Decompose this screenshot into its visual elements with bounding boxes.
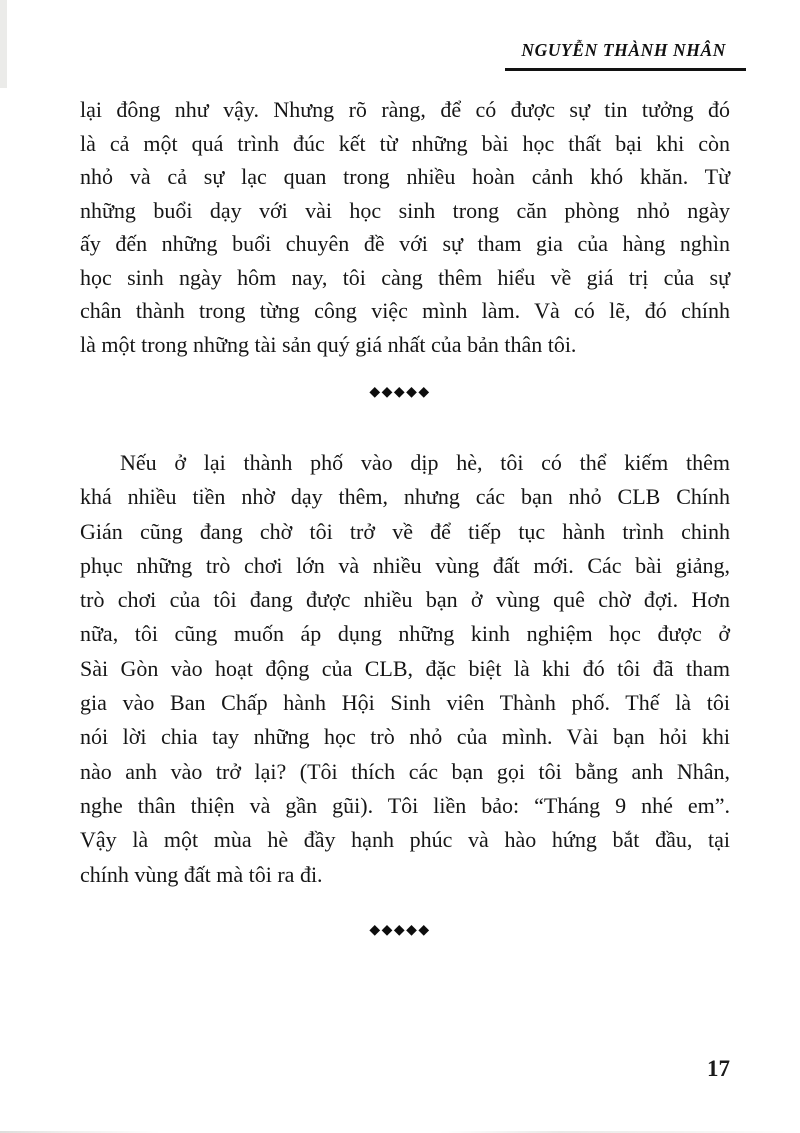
- text-line: Nếu ở lại thành phố vào dịp hè, tôi có thể kiếm thêm: [120, 450, 730, 475]
- text-line: chính vùng đất mà tôi ra đi.: [80, 861, 323, 887]
- text-line: những buổi dạy với vài học sinh trong căn phòng nhỏ ngày: [80, 197, 730, 223]
- text-line: Gián cũng đang chờ tôi trở về để tiếp tục hành trình chinh: [80, 518, 730, 544]
- paragraph-1: [80, 93, 730, 361]
- diamond-separator: ◆◆◆◆◆: [369, 384, 431, 400]
- text-line: nhỏ và cả sự lạc quan trong nhiều hoàn cảnh khó khăn. Từ: [80, 164, 730, 189]
- text-line: gia vào Ban Chấp hành Hội Sinh viên Thành phố. Thế là tôi: [80, 690, 730, 716]
- text-line: nữa, tôi cũng muốn áp dụng những kinh nghiệm học được ở: [80, 621, 730, 647]
- text-line: phục những trò chơi lớn và nhiều vùng đất mới. Các bài giảng,: [80, 552, 730, 578]
- text-line: trò chơi của tôi đang được nhiều bạn ở vùng quê chờ đợi. Hơn: [80, 587, 730, 613]
- text-line: là một trong những tài sản quý giá nhất của bản thân tôi.: [80, 331, 577, 357]
- text-line: là cả một quá trình đúc kết từ những bài học thất bại khi còn: [80, 130, 730, 156]
- text-line: Sài Gòn vào hoạt động của CLB, đặc biệt là khi đó tôi đã tham: [80, 655, 730, 681]
- running-head: [0, 40, 746, 71]
- page-number: 17: [707, 1056, 730, 1081]
- text-line: khá nhiều tiền nhờ dạy thêm, nhưng các bạn nhỏ CLB Chính: [80, 484, 730, 510]
- text-line: nói lời chia tay những học trò nhỏ của mình. Vài bạn hỏi khi: [80, 724, 730, 750]
- text-line: nghe thân thiện và gần gũi). Tôi liền bảo: “Tháng 9 nhé em”.: [80, 792, 730, 818]
- text-line: lại đông như vậy. Nhưng rõ ràng, để có được sự tin tưởng đó: [80, 97, 730, 122]
- text-line: nào anh vào trở lại? (Tôi thích các bạn gọi tôi bằng anh Nhân,: [80, 758, 730, 784]
- author-name: NGUYỄN THÀNH NHÂN: [521, 40, 726, 60]
- text-line: ấy đến những buổi chuyên đề với sự tham gia của hàng nghìn: [80, 231, 730, 256]
- text-line: học sinh ngày hôm nay, tôi càng thêm hiểu về giá trị của sự: [80, 264, 730, 290]
- text-line: chân thành trong từng công việc mình làm. Và có lẽ, đó chính: [80, 298, 730, 323]
- diamond-separator: ◆◆◆◆◆: [369, 922, 431, 938]
- header-rule: [505, 68, 746, 71]
- paragraph-2: [80, 446, 730, 892]
- text-line: Vậy là một mùa hè đầy hạnh phúc và hào hứng bắt đầu, tại: [80, 827, 730, 853]
